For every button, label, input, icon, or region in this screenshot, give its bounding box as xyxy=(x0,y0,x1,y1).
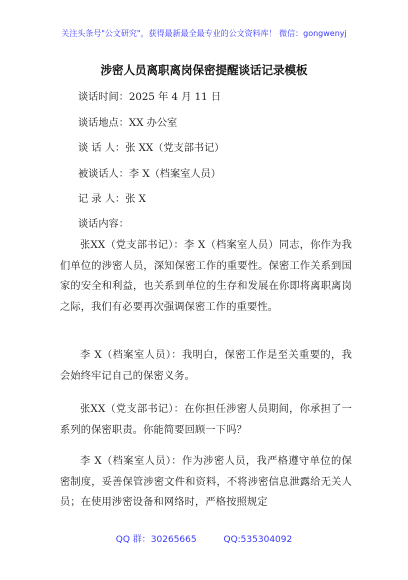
footer-qq-group: QQ 群：30265665 xyxy=(115,535,197,545)
meta-content-label: 谈话内容： xyxy=(78,219,129,230)
paragraph: 张XX（党支部书记）：李 X（档案室人员）同志，你作为我们单位的涉密人员，深知保密工作的重要性。保密工作关系到国家的安全和利益，也关系到单位的生存和发展在你即将离职离岗之际，我们有必要再次强调保密工作的重要性。 xyxy=(60,240,352,313)
meta-recorder: 记 录 人：张 X xyxy=(78,194,146,205)
paragraph: 李 X（档案室人员）：作为涉密人员，我严格遵守单位的保密制度，妥善保管涉密文件和资料，不将涉密信息泄露给无关人员；在使用涉密设备和网络时，严格按照规定 xyxy=(60,456,352,508)
meta-place: 谈话地点：XX 办公室 xyxy=(78,118,178,129)
meta-speaker: 谈 话 人：张 XX（党支部书记） xyxy=(78,143,225,154)
document-title: 涉密人员离职离岗保密提醒谈话记录模板 xyxy=(100,63,308,77)
meta-time: 谈话时间：2025 年 4 月 11 日 xyxy=(78,92,222,103)
promo-banner: 关注头条号"公文研究"，获得最新最全最专业的公文资料库！ 微信：gongwenyj xyxy=(61,29,347,38)
paragraph: 张XX（党支部书记）：在你担任涉密人员期间，你承担了一系列的保密职责。你能简要回顾一下吗？ xyxy=(60,404,352,436)
footer-contact xyxy=(0,532,408,545)
paragraph: 李 X（档案室人员）：我明白，保密工作是至关重要的，我会始终牢记自己的保密义务。 xyxy=(60,350,352,382)
footer-qq-number: QQ:535304092 xyxy=(223,535,293,545)
meta-listener: 被谈话人：李 X（档案室人员） xyxy=(78,169,221,180)
